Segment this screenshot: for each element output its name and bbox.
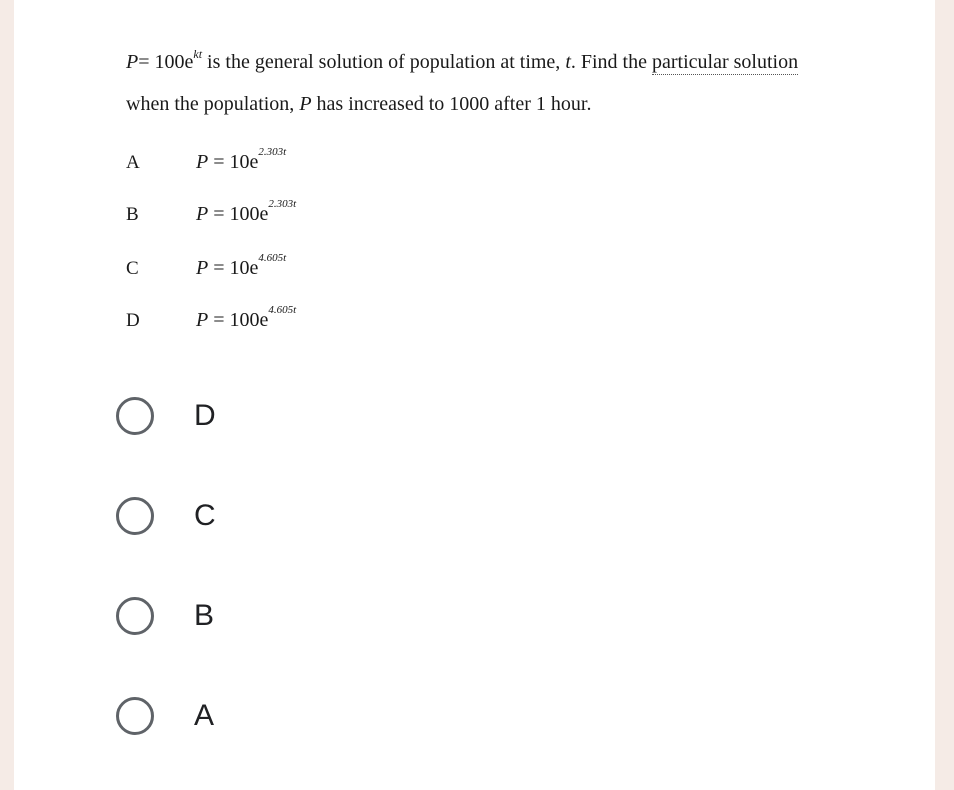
choice-label[interactable]: C <box>194 499 216 532</box>
option-d <box>126 302 296 332</box>
equation-lhs: P <box>126 51 139 73</box>
choice-label[interactable]: B <box>194 599 215 632</box>
option-a <box>126 144 286 174</box>
choice-label[interactable]: A <box>194 699 215 732</box>
choice-d[interactable] <box>116 392 216 440</box>
particular-solution-term: particular solution <box>652 51 799 73</box>
equation-rhs: = 100e <box>138 51 194 73</box>
option-equation: $P = 100e^{2.303t}$ <box>196 198 297 225</box>
time-variable: t <box>565 51 571 73</box>
question-text-part: is the general solution of population at time, <box>202 51 566 73</box>
radio-button[interactable] <box>116 497 154 535</box>
option-equation: $P = 10e^{2.303t}$ <box>196 146 287 173</box>
choice-label[interactable]: D <box>194 399 216 432</box>
option-equation: $P = 100e^{4.605t}$ <box>196 304 297 331</box>
question-text-part: when the population, <box>126 93 300 115</box>
choice-b[interactable] <box>116 592 214 640</box>
choice-c[interactable] <box>116 492 216 540</box>
choice-a[interactable] <box>116 692 214 740</box>
option-letter: A <box>126 152 140 173</box>
option-letter: B <box>126 204 139 225</box>
population-variable: P <box>299 93 312 115</box>
question-card <box>14 0 935 790</box>
radio-button[interactable] <box>116 397 154 435</box>
question-line-2 <box>126 92 591 116</box>
question-line-1 <box>126 47 799 76</box>
option-c <box>126 250 286 280</box>
option-b <box>126 196 296 226</box>
radio-button[interactable] <box>116 697 154 735</box>
question-text-part: . Find the <box>570 51 652 73</box>
radio-button[interactable] <box>116 597 154 635</box>
option-letter: D <box>126 310 140 331</box>
question-text-part: has increased to 1000 after 1 hour. <box>311 93 592 115</box>
equation-exponent: kt <box>193 47 203 61</box>
option-equation: $P = 10e^{4.605t}$ <box>196 252 287 279</box>
option-letter: C <box>126 258 139 279</box>
